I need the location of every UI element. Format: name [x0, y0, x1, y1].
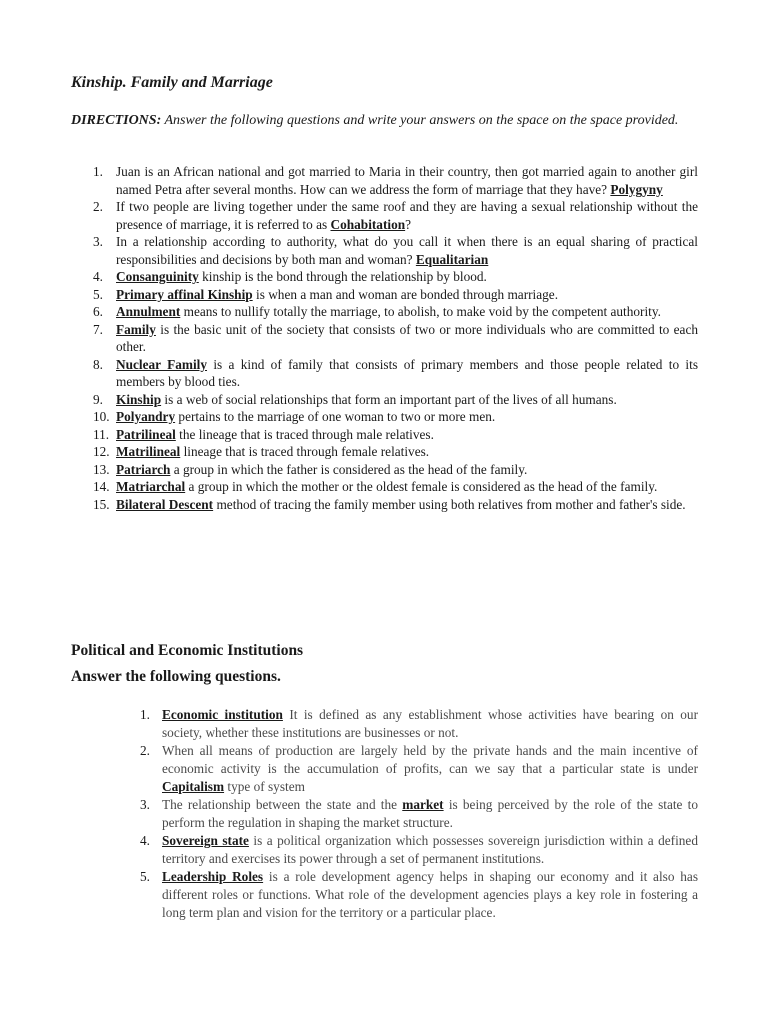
item-number: 1.: [140, 707, 150, 722]
list-item: [93, 391, 698, 409]
answer-text: Leadership Roles: [162, 869, 264, 884]
list-item: [140, 796, 698, 832]
section-subheading: Answer the following questions.: [71, 668, 281, 685]
item-text: It is defined as any establishment whose activities have bearing on our society, whether these institutions are businesses or not.: [162, 707, 698, 740]
item-text: is a kind of family that consists of primary members and those people related to its members by blood ties.: [116, 356, 698, 389]
kinship-question-list: [93, 163, 698, 513]
answer-text: Matrilineal: [116, 444, 181, 459]
item-number: 4.: [140, 833, 150, 848]
answer-text: Patriarch: [116, 461, 171, 477]
item-text: When all means of production are largely held by the private hands and the main incentive of economic activity is the accumulation of profits, can we say that a particular state is under: [162, 743, 698, 776]
item-number: 3.: [93, 234, 103, 249]
directions-label: DIRECTIONS:: [71, 113, 162, 128]
item-text: kinship is the bond through the relationship by blood.: [198, 269, 487, 284]
answer-text: Equalitarian: [415, 251, 489, 267]
answer-text: Annulment: [116, 304, 181, 319]
answer-text: Bilateral Descent: [116, 496, 214, 512]
item-number: 5.: [93, 286, 103, 302]
item-number: 12.: [93, 444, 110, 459]
answer-text: Family: [116, 321, 156, 337]
list-item: [93, 408, 698, 426]
answer-text: Nuclear Family: [116, 356, 208, 372]
directions-paragraph: [71, 112, 699, 129]
item-number: 4.: [93, 269, 103, 284]
list-item: [93, 426, 698, 444]
answer-text: Capitalism: [162, 779, 225, 794]
answer-text: Consanguinity: [116, 269, 199, 284]
answer-text: Patrilineal: [116, 426, 176, 442]
answer-text: Sovereign state: [162, 833, 249, 848]
answer-text: Matriarchal: [116, 479, 186, 494]
answer-text: Economic institution: [162, 707, 283, 722]
item-text: the lineage that is traced through male relatives.: [175, 426, 434, 442]
item-number: 9.: [93, 391, 103, 407]
item-number: 2.: [140, 743, 150, 758]
item-text: If two people are living together under the same roof and they are having a sexual relationship without the presence of marriage, it is referred to as: [116, 199, 698, 232]
answer-text: Polygyny: [610, 181, 663, 197]
item-text: a group in which the father is considered as the head of the family.: [170, 461, 528, 477]
list-item: [93, 443, 698, 461]
item-text: is a role development agency helps in shaping our economy and it also has different roles or functions. What role of the development agencies plays a key role in fostering a long term plan and vision for the territory or a particular place.: [162, 869, 698, 920]
item-text: lineage that is traced through female relatives.: [180, 444, 430, 459]
item-text: method of tracing the family member using both relatives from mother and father's side.: [213, 496, 686, 512]
list-item: [140, 706, 698, 742]
item-number: 10.: [93, 409, 110, 424]
item-text: pertains to the marriage of one woman to two or more men.: [175, 409, 496, 424]
item-text: means to nullify totally the marriage, to abolish, to make void by the competent authority.: [180, 304, 661, 319]
item-number: 11.: [93, 426, 110, 442]
item-number: 3.: [140, 797, 150, 812]
item-number: 6.: [93, 304, 103, 319]
list-item: [93, 286, 698, 304]
item-text: a group in which the mother or the oldest female is considered as the head of the family.: [185, 479, 658, 494]
item-number: 7.: [93, 321, 103, 337]
answer-text: Kinship: [116, 391, 162, 407]
page-title: Kinship. Family and Marriage: [71, 74, 273, 91]
item-number: 2.: [93, 199, 103, 214]
list-item: [93, 163, 698, 198]
list-item: [93, 233, 698, 268]
item-text: is when a man and woman are bonded through marriage.: [252, 286, 559, 302]
answer-text: Cohabitation: [330, 216, 406, 232]
item-text: is being perceived by the role of the state to perform the regulation in shaping the market structure.: [162, 797, 698, 830]
item-number: 13.: [93, 461, 110, 477]
list-item: [140, 832, 698, 868]
item-number: 14.: [93, 479, 110, 494]
item-number: 15.: [93, 496, 110, 512]
list-item: [93, 356, 698, 391]
item-text: ?: [405, 216, 412, 232]
list-item: [140, 742, 698, 796]
list-item: [93, 268, 698, 286]
list-item: [93, 461, 698, 479]
item-text: is a political organization which possesses sovereign jurisdiction within a defined territory and exercises its power through a set of permanent institutions.: [162, 833, 698, 866]
item-text: type of system: [224, 779, 305, 794]
item-text: is a web of social relationships that form an important part of the lives of all humans.: [161, 391, 617, 407]
answer-text: Polyandry: [116, 409, 176, 424]
item-number: 1.: [93, 164, 103, 179]
list-item: [93, 198, 698, 233]
list-item: [93, 303, 698, 321]
item-text: Juan is an African national and got married to Maria in their country, then got married again to another girl named Petra after several months. How can we address the form of marriage that they have?: [116, 164, 698, 197]
directions-text: Answer the following questions and write your answers on the space on the space provided.: [161, 113, 679, 128]
list-item: [93, 321, 698, 356]
item-text: is the basic unit of the society that consists of two or more individuals who are committed to each other.: [116, 321, 698, 354]
section-heading: Political and Economic Institutions: [71, 642, 304, 659]
item-number: 8.: [93, 356, 103, 372]
item-text: In a relationship according to authority, what do you call it when there is an equal sharing of practical responsibilities and decisions by both man and woman?: [116, 234, 698, 267]
list-item: [140, 868, 698, 922]
answer-text: Primary affinal Kinship: [116, 286, 253, 302]
political-question-list: [140, 706, 698, 922]
item-number: 5.: [140, 869, 150, 884]
list-item: [93, 496, 698, 514]
item-text: The relationship between the state and the: [162, 797, 403, 812]
answer-text: market: [402, 797, 444, 812]
list-item: [93, 478, 698, 496]
